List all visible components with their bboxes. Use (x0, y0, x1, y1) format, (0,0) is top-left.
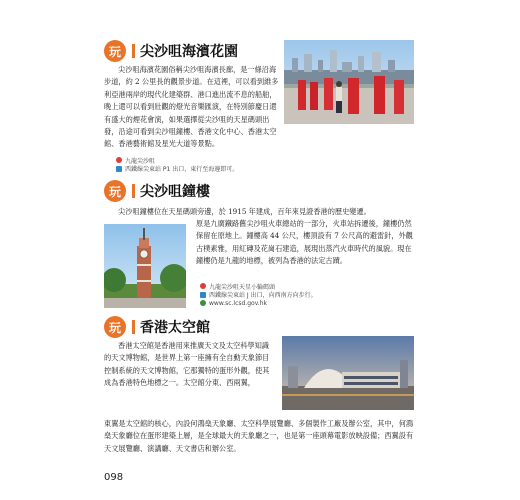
section-title: 尖沙咀鐘樓 (140, 184, 210, 200)
transit-icon (116, 166, 122, 172)
section-header-space-museum (104, 316, 210, 338)
section-title: 香港太空館 (140, 320, 210, 336)
promenade-info (116, 156, 238, 173)
play-badge: 玩 (104, 180, 126, 202)
promenade-photo (284, 40, 414, 124)
space-museum-description: 東翼是太空館的核心，內設何鴻燊天象廳、太空科學展覽廳、多個製作工廠及辦公室，其中，何鴻燊天象廳位在蛋形建築上層，是全球最大的天象廳之一，也是第一座頭幕電影放映設備；西翼設有天文展覽廳、演講廳、天文書店和辦公室。 (104, 419, 414, 453)
transport-text: 西鐵線尖東站 J 出口，向西南方向步行。 (209, 292, 317, 300)
address-text: 九龍尖沙咀 (125, 157, 156, 165)
space-museum-photo (282, 336, 414, 410)
transport-text: 西鐵線尖東站 P1 出口，東行至海邊即可。 (125, 166, 239, 174)
clock-tower-lead: 尖沙咀鐘樓位在天星碼頭旁邊，於 1915 年建成，百年來見證香港的歷史變遷。 (118, 207, 371, 216)
promenade-description: 尖沙咀海濱花園俗稱尖沙咀海濱長廊，是一條沿海步道，約 2 公里長的觀景步道。在這裡，可以看到維多利亞港兩岸的現代化建築群、港口進出流不息的船舶，晚上還可以看到壯觀的燈光音樂匯演，在特別節慶日還有盛大的煙花會演，如果選擇從尖沙咀的天星碼頭出發，沿途可看到尖沙咀鐘樓、香港文化中心、香港太空館、香港藝術館及星光大道等景點。 (104, 65, 279, 149)
play-badge: 玩 (104, 40, 126, 62)
page-number: 098 (104, 472, 124, 483)
transit-icon (200, 292, 206, 298)
website-text[interactable]: www.sc.lcsd.gov.hk (209, 299, 267, 307)
section-header-clock-tower (104, 180, 210, 202)
info-row-transport (200, 291, 317, 300)
globe-icon (200, 300, 206, 306)
info-row-address (200, 282, 317, 291)
info-row-website (200, 299, 317, 308)
location-pin-icon (116, 157, 122, 163)
section-header-promenade (104, 40, 238, 62)
info-row-transport (116, 165, 238, 174)
section-title: 尖沙咀海濱花園 (140, 44, 238, 60)
title-bar (132, 184, 135, 198)
clock-tower-info (200, 282, 317, 308)
clock-tower-description: 原是九廣鐵路舊尖沙咀火車總站的一部分，火車站拆遷後，鐘樓仍然保留在原地上。鐘樓高 44 公尺，樓頂設有 7 公尺高的避雷針，外觀古樸素雅，用紅磚及花崗石建造，展現出蒸汽火車時代的風貌。現在鐘樓仍是九龍的地標，被列為香港的法定古蹟。 (196, 219, 413, 266)
title-bar (132, 320, 135, 334)
clock-tower-photo (104, 224, 186, 308)
space-museum-intro: 香港太空館是香港用來推廣天文及太空科學知識的天文博物館，是世界上第一座擁有全自動天象節目控制系統的天文博物館，它那獨特的蛋形外觀，使其成為香港特色地標之一。太空館分東、西兩翼， (104, 341, 270, 388)
info-row-address (116, 156, 238, 165)
address-text: 九龍尖沙咀天星小輪碼頭 (209, 283, 276, 291)
location-pin-icon (200, 283, 206, 289)
play-badge: 玩 (104, 316, 126, 338)
title-bar (132, 44, 135, 58)
